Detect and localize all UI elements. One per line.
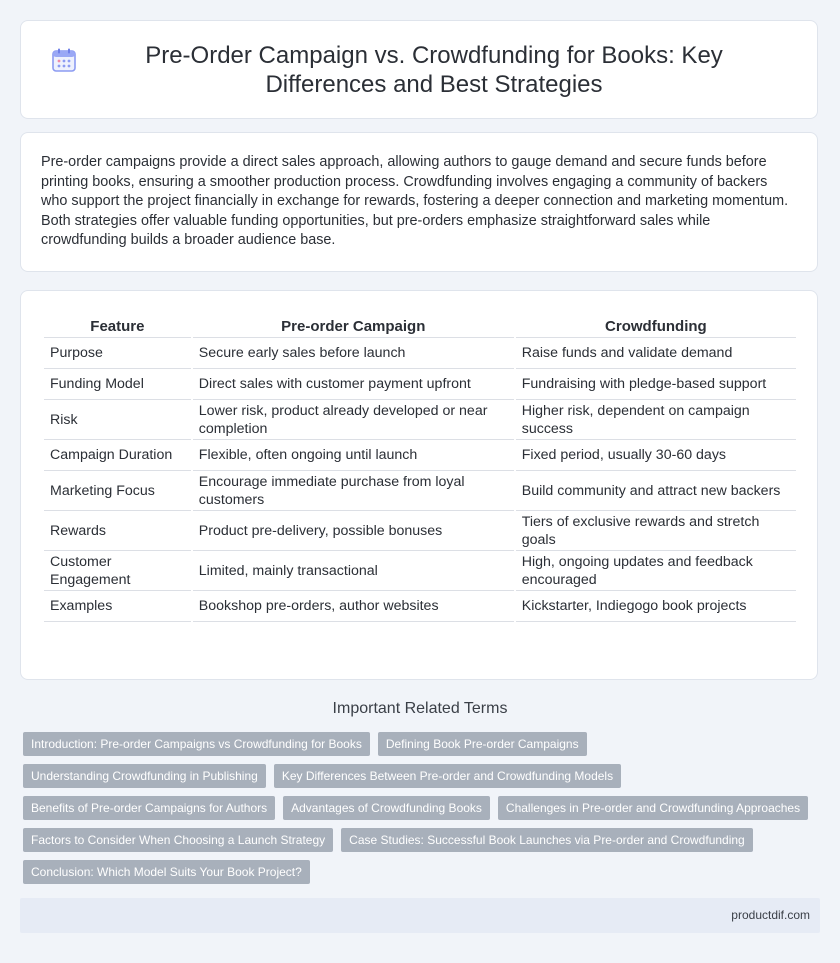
table-cell: Higher risk, dependent on campaign success (516, 400, 796, 440)
column-header-feature: Feature (44, 315, 191, 338)
related-term-tag[interactable]: Advantages of Crowdfunding Books (283, 796, 490, 820)
table-cell: Encourage immediate purchase from loyal customers (193, 471, 514, 511)
table-cell: Build community and attract new backers (516, 471, 796, 511)
related-term-tag[interactable]: Benefits of Pre-order Campaigns for Authors (23, 796, 275, 820)
footer (20, 898, 820, 933)
site-link[interactable]: productdif.com (731, 908, 810, 922)
related-term-tag[interactable]: Challenges in Pre-order and Crowdfunding Approaches (498, 796, 808, 820)
comparison-table-card (20, 290, 818, 680)
table-cell: Kickstarter, Indiegogo book projects (516, 591, 796, 622)
related-term-tag[interactable]: Key Differences Between Pre-order and Crowdfunding Models (274, 764, 621, 788)
related-term-tag[interactable]: Conclusion: Which Model Suits Your Book Project? (23, 860, 310, 884)
intro-paragraph: Pre-order campaigns provide a direct sales approach, allowing authors to gauge demand and secure funds before printing books, ensuring a smoother production process. Crowdfunding involves engaging a community of backers who support the project financially in exchange for rewards, fostering a deeper connection and marketing momentum. Both strategies offer valuable funding opportunities, but pre-orders emphasize straightforward sales while crowdfunding builds a broader audience base. (41, 154, 789, 249)
table-cell: Funding Model (44, 369, 191, 400)
table-cell: Rewards (44, 511, 191, 551)
table-row (44, 369, 796, 400)
table-header-row (44, 315, 796, 338)
table-row (44, 338, 796, 369)
column-header-pre-order: Pre-order Campaign (193, 315, 514, 338)
table-cell: Product pre-delivery, possible bonuses (193, 511, 514, 551)
related-term-tag[interactable]: Case Studies: Successful Book Launches via Pre-order and Crowdfunding (341, 828, 753, 852)
related-term-tag[interactable]: Understanding Crowdfunding in Publishing (23, 764, 266, 788)
table-cell: Risk (44, 400, 191, 440)
table-cell: Bookshop pre-orders, author websites (193, 591, 514, 622)
table-cell: Customer Engagement (44, 551, 191, 591)
related-term-tag[interactable]: Defining Book Pre-order Campaigns (378, 732, 587, 756)
table-cell: Fundraising with pledge-based support (516, 369, 796, 400)
table-cell: Examples (44, 591, 191, 622)
table-row (44, 551, 796, 591)
table-cell: Campaign Duration (44, 440, 191, 471)
table-cell: Tiers of exclusive rewards and stretch goals (516, 511, 796, 551)
table-cell: High, ongoing updates and feedback encouraged (516, 551, 796, 591)
table-cell: Secure early sales before launch (193, 338, 514, 369)
table-cell: Raise funds and validate demand (516, 338, 796, 369)
table-row (44, 440, 796, 471)
table-row (44, 400, 796, 440)
page-title: Pre-Order Campaign vs. Crowdfunding for Books: Key Differences and Best Strategies (145, 41, 723, 98)
table-row (44, 511, 796, 551)
column-header-crowdfunding: Crowdfunding (516, 315, 796, 338)
table-row (44, 471, 796, 511)
table-cell: Flexible, often ongoing until launch (193, 440, 514, 471)
table-cell: Limited, mainly transactional (193, 551, 514, 591)
table-cell: Lower risk, product already developed or near completion (193, 400, 514, 440)
table-cell: Marketing Focus (44, 471, 191, 511)
table-row (44, 591, 796, 622)
comparison-table (42, 315, 798, 622)
table-cell: Purpose (44, 338, 191, 369)
table-cell: Fixed period, usually 30-60 days (516, 440, 796, 471)
related-term-tag[interactable]: Introduction: Pre-order Campaigns vs Crowdfunding for Books (23, 732, 370, 756)
related-terms-tags (23, 732, 813, 892)
title-card (20, 20, 818, 119)
table-cell: Direct sales with customer payment upfront (193, 369, 514, 400)
related-terms-heading: Important Related Terms (332, 700, 508, 717)
intro-card (20, 132, 818, 272)
related-term-tag[interactable]: Factors to Consider When Choosing a Launch Strategy (23, 828, 333, 852)
